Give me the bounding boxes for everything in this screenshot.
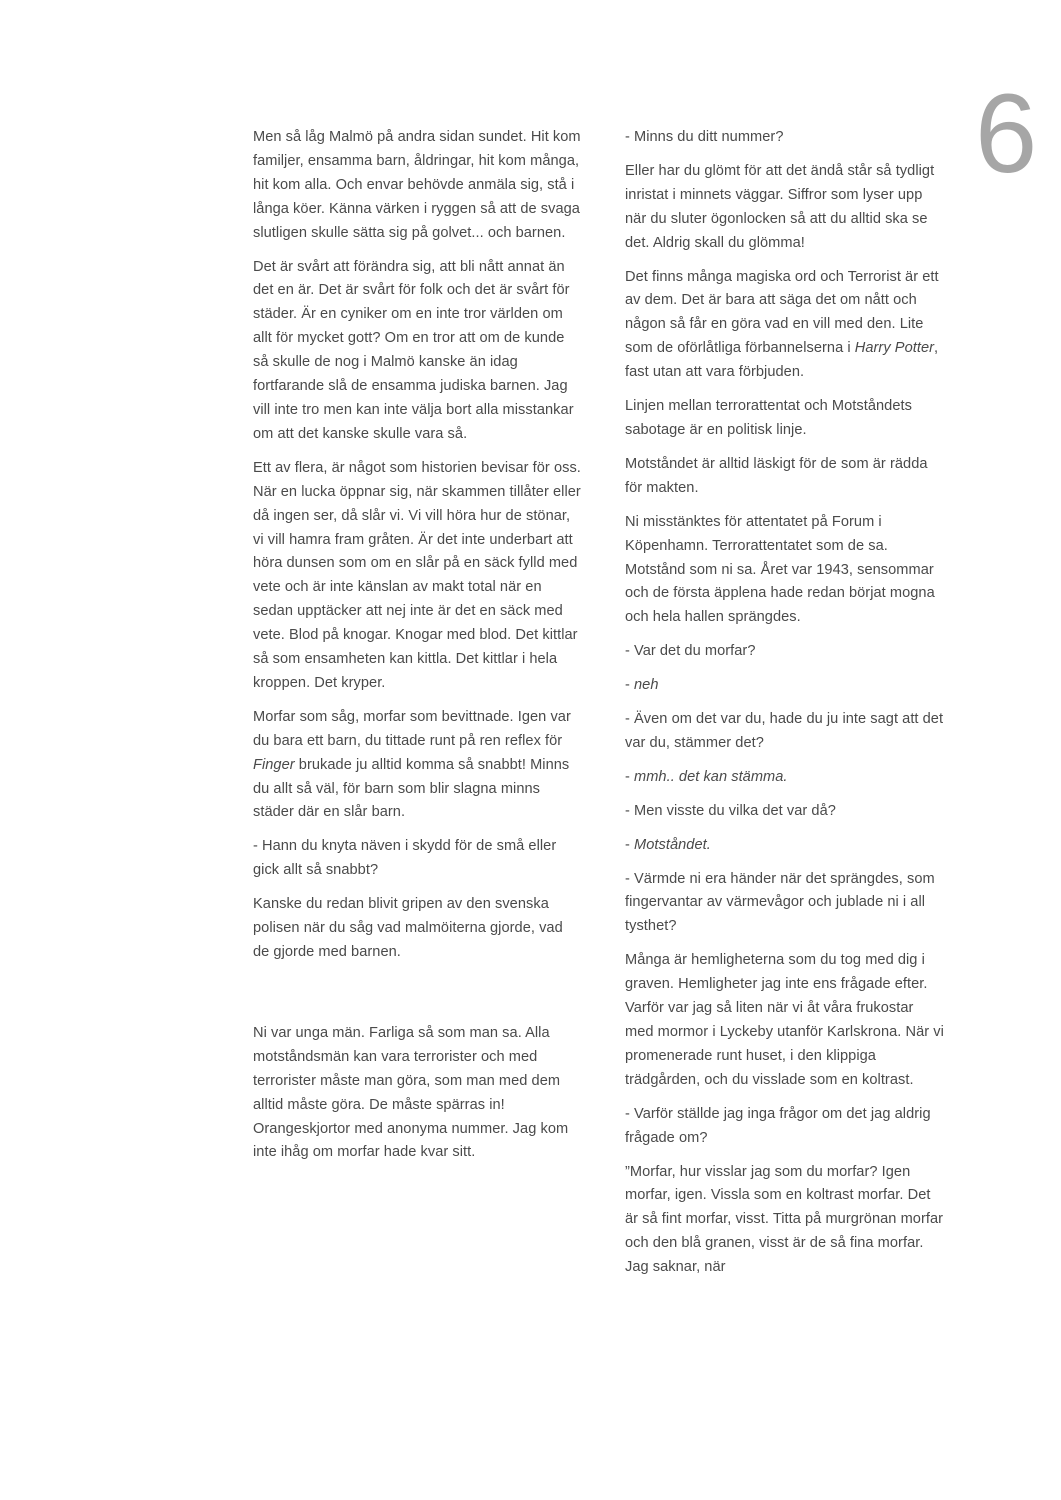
paragraph <box>625 868 945 940</box>
text-run: , fast utan att vara förbjuden. <box>625 340 939 381</box>
italic-text: Harry Potter <box>854 340 935 357</box>
paragraph <box>253 893 583 965</box>
italic-text: Finger <box>253 756 295 773</box>
text-run: - Hann du knyta näven i skydd för de små eller gick allt så snabbt? <box>253 838 557 879</box>
paragraph <box>625 126 945 150</box>
page-number: 6 <box>975 71 1036 196</box>
paragraph <box>253 457 583 696</box>
paragraph <box>625 511 945 631</box>
paragraph <box>625 834 945 858</box>
section-gap <box>253 975 583 1022</box>
italic-text: mmh.. det kan stämma. <box>634 768 788 785</box>
paragraph <box>625 1103 945 1151</box>
text-run: ”Morfar, hur visslar jag som du morfar? Igen morfar, igen. Vissla som en koltrast morfar. Det är så fint morfar, visst. Titta på murgrönan morfar och den blå granen, visst är de så fina morfar. Jag saknar, när <box>625 1163 944 1276</box>
paragraph <box>625 949 945 1092</box>
paragraph <box>625 708 945 756</box>
text-run: Men så låg Malmö på andra sidan sundet. Hit kom familjer, ensamma barn, åldringar, hit kom många, hit kom alla. Och envar behövde anmäla sig, stå i långa köer. Känna värken i ryggen så att de svaga slutligen skulle sätta sig på golvet... och barnen. <box>253 129 581 241</box>
text-run: - <box>625 836 635 853</box>
text-run: brukade ju alltid komma så snabbt! Minns du allt så väl, för barn som blir slagna minns städer där en slår barn. <box>253 756 570 821</box>
text-run: Linjen mellan terrorattentat och Motståndets sabotage är en politisk linje. <box>625 398 912 438</box>
text-run: - <box>625 677 635 694</box>
text-run: - Var det du morfar? <box>625 643 756 660</box>
text-run: - Värmde ni era händer när det sprängdes, som fingervantar av värmevågor och jublade ni i all tysthet? <box>625 870 935 935</box>
text-run: Det finns många magiska ord och Terrorist är ett av dem. Det är bara att säga det om nått och någon så får en göra vad en vill med den. Lite som de oförlåtliga förbannelserna i <box>625 268 939 357</box>
italic-text: Motståndet. <box>634 836 711 853</box>
text-run: Eller har du glömt för att det ändå står så tydligt inristat i minnets väggar. Siffror som lyser upp när du sluter ögonlocken så att du alltid ska se det. Aldrig skall du glömma! <box>625 162 935 251</box>
text-run: - Varför ställde jag inga frågor om det jag aldrig frågade om? <box>625 1105 931 1146</box>
paragraph <box>253 1022 583 1165</box>
text-run: - <box>625 768 635 785</box>
italic-text: neh <box>634 677 659 694</box>
paragraph <box>253 256 583 447</box>
left-column <box>253 126 583 1175</box>
text-run: Kanske du redan blivit gripen av den svenska polisen när du såg vad malmöiterna gjorde, vad de gjorde med barnen. <box>253 896 563 960</box>
text-run: Ni var unga män. Farliga så som man sa. Alla motståndsmän kan vara terrorister och med terrorister måste man göra, som man med dem alltid måste göra. De måste spärras in! Orangeskjortor med anonyma nummer. Jag kom inte ihåg om morfar hade kvar sitt. <box>253 1024 569 1161</box>
text-run: Morfar som såg, morfar som bevittnade. Igen var du bara ett barn, du tittade runt på ren reflex för <box>253 708 571 749</box>
right-column <box>625 126 945 1290</box>
paragraph <box>625 395 945 443</box>
text-run: Det är svårt att förändra sig, att bli nått annat än det en är. Det är svårt för folk och det är svårt för städer. Är en cyniker om en inte tror världen om allt för mycket gott? Om en tror att om de kunde så skulle de nog i Malmö kanske än idag fortfarande slå de ensamma judiska barnen. Jag vill inte tro men kan inte välja bort alla misstankar om att det kanske skulle vara så. <box>253 258 574 442</box>
text-run: - Men visste du vilka det var då? <box>625 802 836 819</box>
paragraph <box>625 1161 945 1281</box>
text-run: Ett av flera, är något som historien bevisar för oss. När en lucka öppnar sig, när skammen tillåter eller då ingen ser, då slår vi. Vi vill höra hur de stönar, vi vill hamra fram gråten. Är det inte underbart att höra dunsen som om en slår på en säck fylld med vete och är inte känslan av makt total när en sedan upptäcker att nej inte är det en säck med vete. Blod på knogar. Knogar med blod. Det kittlar så som ensamheten kan kittla. Det kittlar i hela kroppen. Det kryper. <box>253 459 581 691</box>
paragraph <box>253 835 583 883</box>
paragraph <box>625 453 945 501</box>
paragraph <box>253 706 583 826</box>
paragraph <box>625 160 945 256</box>
text-run: Motståndet är alltid läskigt för de som är rädda för makten. <box>625 455 928 496</box>
paragraph <box>253 126 583 246</box>
text-run: - Även om det var du, hade du ju inte sagt att det var du, stämmer det? <box>625 711 944 751</box>
paragraph <box>625 800 945 824</box>
paragraph <box>625 266 945 386</box>
text-run: Ni misstänktes för attentatet på Forum i Köpenhamn. Terrorattentatet som de sa. Motstånd som ni sa. Året var 1943, sensommar och de första äpplena hade redan börjat mogna och hela hallen sprängdes. <box>625 513 935 626</box>
paragraph <box>625 674 945 698</box>
text-run: Många är hemligheterna som du tog med dig i graven. Hemligheter jag inte ens frågade efter. Varför var jag så liten när vi åt våra frukostar med mormor i Lyckeby utanför Karlskrona. När vi promenerade runt huset, i den klippiga trädgården, och du visslade som en koltrast. <box>625 952 944 1088</box>
text-run: - Minns du ditt nummer? <box>625 129 784 145</box>
paragraph <box>625 766 945 790</box>
paragraph <box>625 640 945 664</box>
